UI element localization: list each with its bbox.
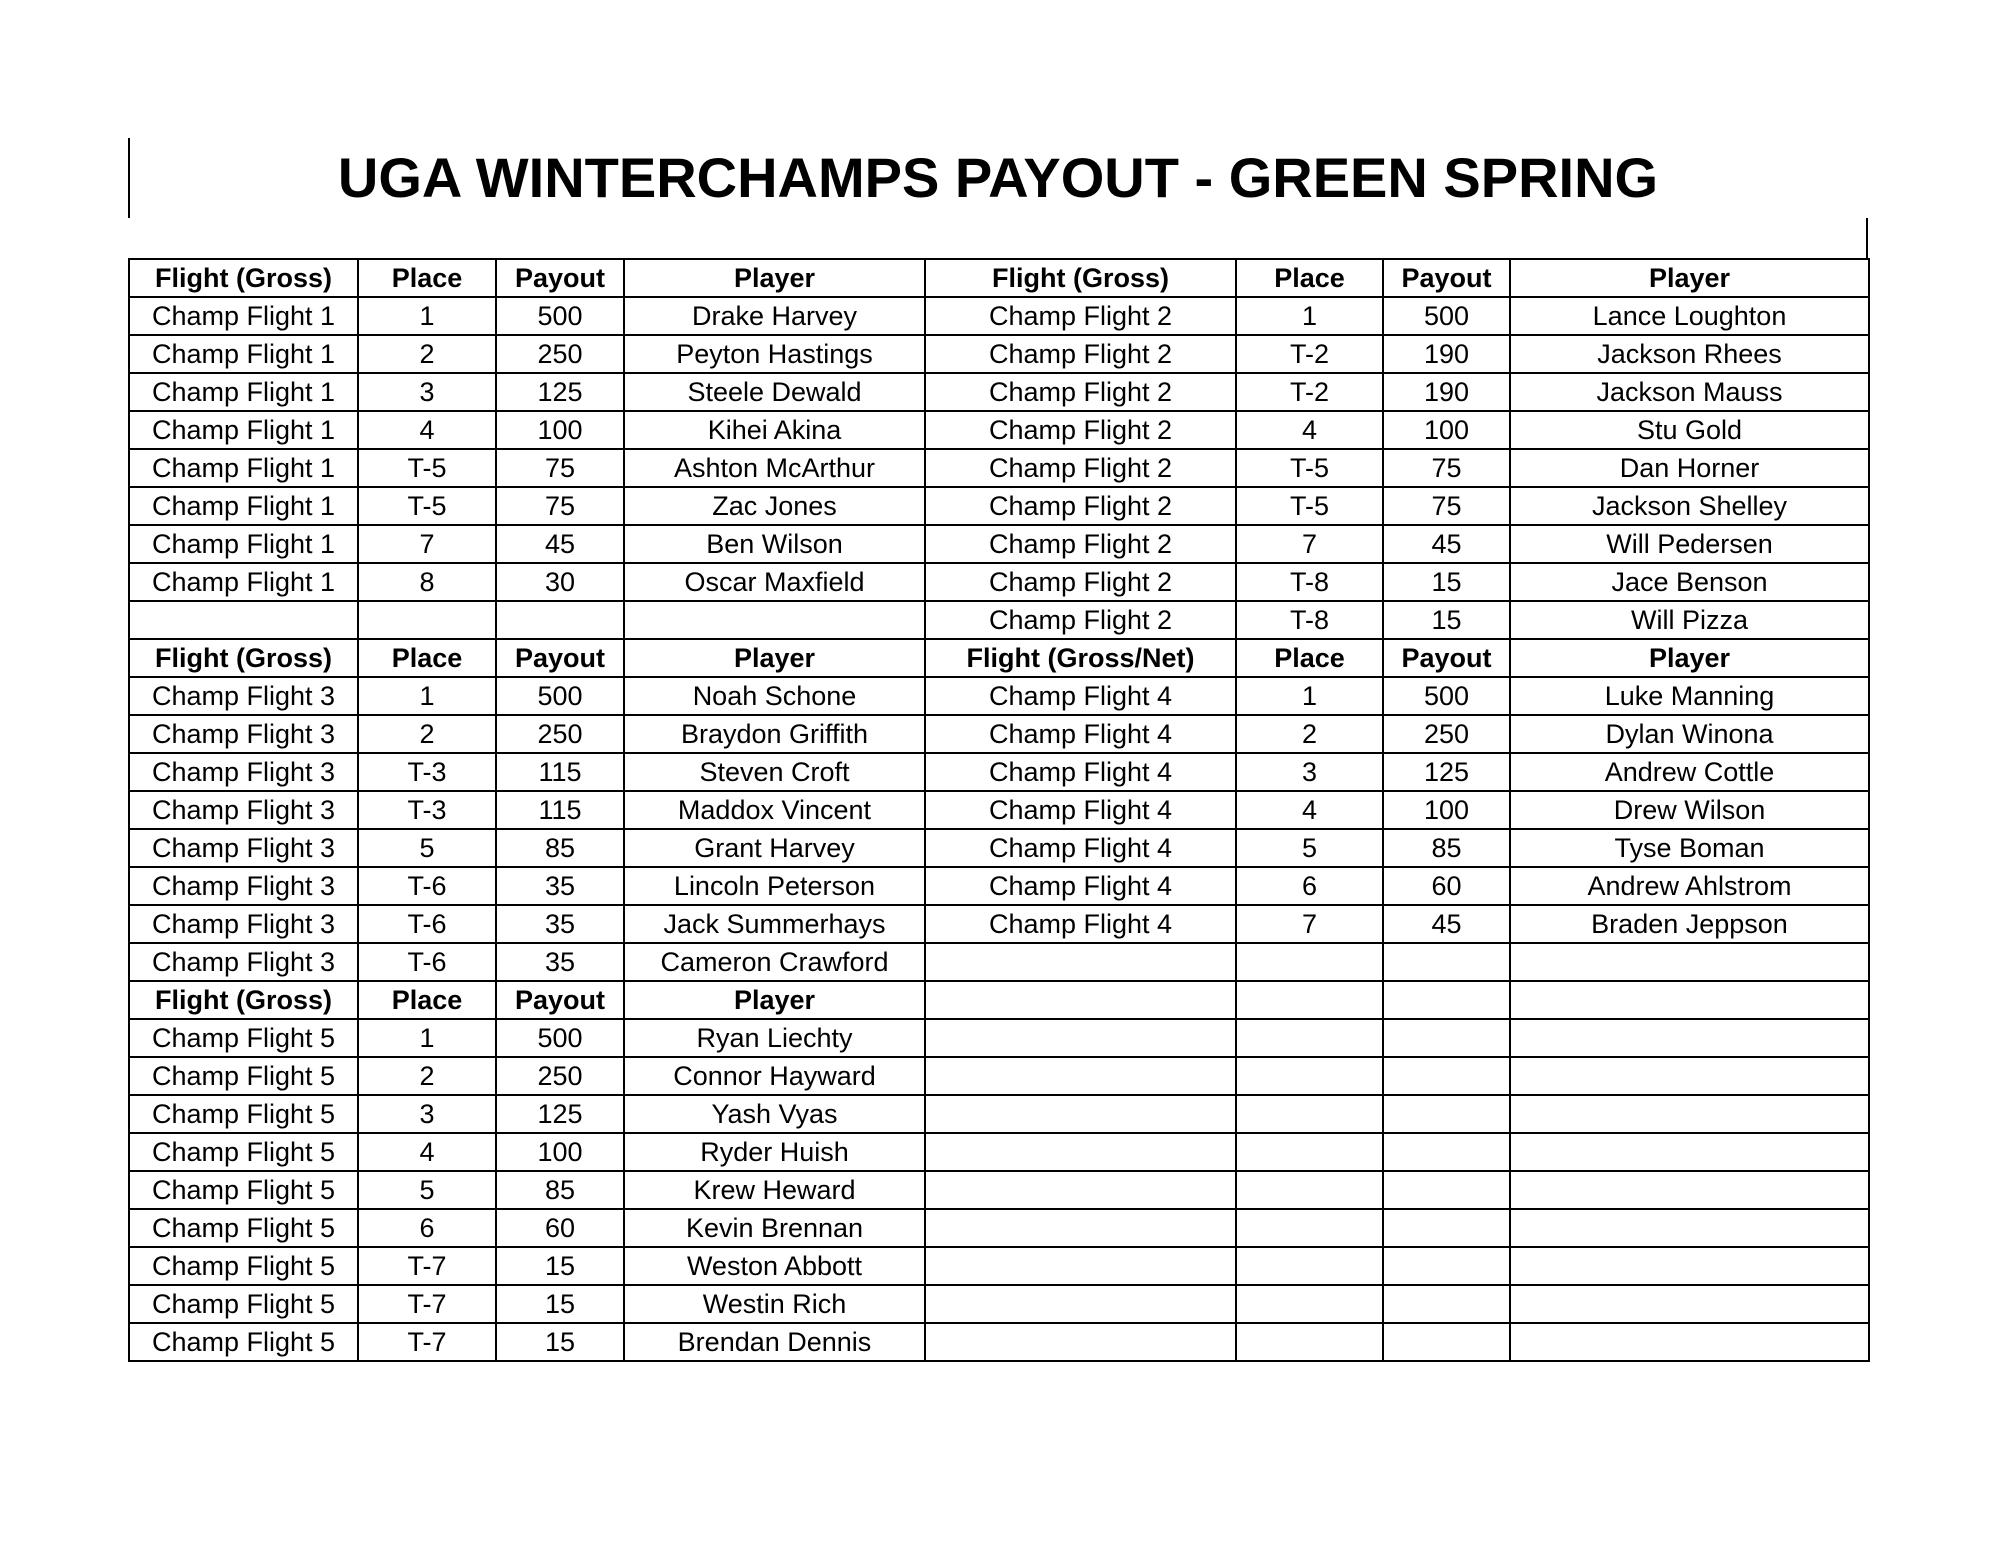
cell-flight: Champ Flight 4 [925, 715, 1236, 753]
cell-payout: 100 [496, 411, 624, 449]
table-row [129, 335, 1869, 373]
table-row [129, 1095, 1869, 1133]
table-row [129, 411, 1869, 449]
cell-place [358, 601, 496, 639]
cell-player: Peyton Hastings [624, 335, 925, 373]
table-row [129, 1019, 1869, 1057]
cell-flight: Champ Flight 5 [129, 1285, 358, 1323]
header-cell-player: Player [1510, 639, 1869, 677]
cell-player [1510, 1019, 1869, 1057]
cell-player: Steele Dewald [624, 373, 925, 411]
cell-payout [1383, 1057, 1510, 1095]
cell-flight: Champ Flight 1 [129, 373, 358, 411]
cell-place: 2 [358, 715, 496, 753]
cell-player: Jackson Rhees [1510, 335, 1869, 373]
header-cell-payout: Payout [1383, 639, 1510, 677]
cell-player: Oscar Maxfield [624, 563, 925, 601]
cell-payout: 30 [496, 563, 624, 601]
cell-flight: Champ Flight 5 [129, 1209, 358, 1247]
cell-player: Drake Harvey [624, 297, 925, 335]
cell-flight: Champ Flight 3 [129, 943, 358, 981]
cell-payout: 125 [1383, 753, 1510, 791]
cell-place: 1 [358, 1019, 496, 1057]
header-cell-place [1236, 981, 1383, 1019]
page-title: UGA WINTERCHAMPS PAYOUT - GREEN SPRING [337, 146, 1659, 209]
cell-payout: 75 [496, 449, 624, 487]
table-row [129, 525, 1869, 563]
cell-player [1510, 1057, 1869, 1095]
payout-table [128, 258, 1870, 1362]
cell-flight: Champ Flight 3 [129, 677, 358, 715]
header-row [129, 259, 1869, 297]
cell-payout [1383, 1247, 1510, 1285]
cell-player: Connor Hayward [624, 1057, 925, 1095]
header-cell-flight: Flight (Gross/Net) [925, 639, 1236, 677]
header-cell-payout: Payout [1383, 259, 1510, 297]
cell-flight: Champ Flight 5 [129, 1019, 358, 1057]
cell-flight: Champ Flight 1 [129, 449, 358, 487]
cell-place: T-5 [358, 487, 496, 525]
cell-flight: Champ Flight 1 [129, 411, 358, 449]
cell-payout: 75 [1383, 449, 1510, 487]
cell-place: 7 [1236, 905, 1383, 943]
table-row [129, 715, 1869, 753]
table-row [129, 791, 1869, 829]
cell-player: Drew Wilson [1510, 791, 1869, 829]
cell-flight: Champ Flight 1 [129, 335, 358, 373]
header-cell-flight: Flight (Gross) [129, 259, 358, 297]
cell-flight: Champ Flight 4 [925, 905, 1236, 943]
cell-player: Lincoln Peterson [624, 867, 925, 905]
cell-payout: 250 [496, 715, 624, 753]
cell-player: Kihei Akina [624, 411, 925, 449]
cell-payout: 500 [496, 1019, 624, 1057]
cell-place [1236, 1057, 1383, 1095]
cell-payout: 85 [496, 829, 624, 867]
cell-place: 1 [1236, 677, 1383, 715]
cell-player [1510, 1133, 1869, 1171]
cell-payout: 500 [496, 677, 624, 715]
cell-player: Tyse Boman [1510, 829, 1869, 867]
cell-player: Jackson Shelley [1510, 487, 1869, 525]
cell-player: Ben Wilson [624, 525, 925, 563]
cell-place: 4 [1236, 791, 1383, 829]
cell-payout: 100 [496, 1133, 624, 1171]
cell-player: Luke Manning [1510, 677, 1869, 715]
cell-place: 6 [358, 1209, 496, 1247]
cell-payout: 85 [1383, 829, 1510, 867]
header-cell-flight: Flight (Gross) [925, 259, 1236, 297]
cell-player: Westin Rich [624, 1285, 925, 1323]
cell-flight: Champ Flight 3 [129, 867, 358, 905]
cell-player: Steven Croft [624, 753, 925, 791]
cell-player: Noah Schone [624, 677, 925, 715]
cell-player [1510, 1171, 1869, 1209]
cell-player: Krew Heward [624, 1171, 925, 1209]
cell-flight [129, 601, 358, 639]
cell-player: Will Pedersen [1510, 525, 1869, 563]
cell-player [1510, 1247, 1869, 1285]
header-cell-player: Player [624, 259, 925, 297]
cell-flight: Champ Flight 2 [925, 601, 1236, 639]
cell-player [1510, 1285, 1869, 1323]
cell-payout: 190 [1383, 373, 1510, 411]
cell-player: Cameron Crawford [624, 943, 925, 981]
cell-place: 2 [358, 335, 496, 373]
cell-player: Weston Abbott [624, 1247, 925, 1285]
cell-place: T-2 [1236, 335, 1383, 373]
header-cell-place: Place [1236, 639, 1383, 677]
cell-payout: 45 [496, 525, 624, 563]
header-cell-flight: Flight (Gross) [129, 639, 358, 677]
cell-place: 2 [1236, 715, 1383, 753]
cell-payout: 15 [1383, 563, 1510, 601]
cell-player: Jackson Mauss [1510, 373, 1869, 411]
cell-payout: 35 [496, 867, 624, 905]
cell-payout [1383, 1019, 1510, 1057]
header-cell-player [1510, 981, 1869, 1019]
cell-flight: Champ Flight 3 [129, 829, 358, 867]
header-cell-flight [925, 981, 1236, 1019]
header-cell-flight: Flight (Gross) [129, 981, 358, 1019]
cell-player: Jace Benson [1510, 563, 1869, 601]
cell-payout: 45 [1383, 525, 1510, 563]
cell-place: T-3 [358, 753, 496, 791]
cell-flight: Champ Flight 2 [925, 297, 1236, 335]
cell-payout [1383, 1171, 1510, 1209]
cell-payout: 190 [1383, 335, 1510, 373]
cell-player [1510, 1095, 1869, 1133]
cell-flight: Champ Flight 4 [925, 867, 1236, 905]
header-cell-player: Player [624, 639, 925, 677]
table-row [129, 601, 1869, 639]
table-row [129, 1285, 1869, 1323]
cell-flight [925, 1095, 1236, 1133]
header-cell-player: Player [624, 981, 925, 1019]
right-edge-rule [1866, 218, 1868, 258]
cell-flight: Champ Flight 1 [129, 525, 358, 563]
cell-place: 3 [358, 373, 496, 411]
cell-flight: Champ Flight 2 [925, 525, 1236, 563]
cell-player: Braden Jeppson [1510, 905, 1869, 943]
cell-flight: Champ Flight 3 [129, 715, 358, 753]
cell-place: T-7 [358, 1323, 496, 1361]
header-cell-payout: Payout [496, 981, 624, 1019]
header-row [129, 981, 1869, 1019]
cell-place: T-6 [358, 943, 496, 981]
cell-player: Zac Jones [624, 487, 925, 525]
cell-flight: Champ Flight 5 [129, 1133, 358, 1171]
table-row [129, 449, 1869, 487]
cell-payout: 250 [496, 1057, 624, 1095]
cell-payout [1383, 943, 1510, 981]
table-row [129, 905, 1869, 943]
cell-place: 1 [1236, 297, 1383, 335]
cell-payout: 75 [496, 487, 624, 525]
cell-place [1236, 1323, 1383, 1361]
cell-place [1236, 943, 1383, 981]
cell-flight [925, 1019, 1236, 1057]
cell-player [1510, 1209, 1869, 1247]
cell-place: T-5 [358, 449, 496, 487]
cell-place: 3 [358, 1095, 496, 1133]
cell-flight: Champ Flight 2 [925, 335, 1236, 373]
cell-place [1236, 1095, 1383, 1133]
table-row [129, 1209, 1869, 1247]
cell-flight: Champ Flight 3 [129, 753, 358, 791]
cell-place [1236, 1285, 1383, 1323]
cell-payout: 115 [496, 791, 624, 829]
cell-place: T-8 [1236, 563, 1383, 601]
cell-payout: 15 [496, 1285, 624, 1323]
cell-flight [925, 1171, 1236, 1209]
cell-place: T-3 [358, 791, 496, 829]
cell-player: Will Pizza [1510, 601, 1869, 639]
cell-place: 4 [358, 1133, 496, 1171]
cell-payout: 500 [1383, 297, 1510, 335]
table-row [129, 943, 1869, 981]
cell-flight [925, 943, 1236, 981]
table-row [129, 1133, 1869, 1171]
header-cell-payout: Payout [496, 639, 624, 677]
cell-place [1236, 1171, 1383, 1209]
cell-player: Yash Vyas [624, 1095, 925, 1133]
cell-place: 5 [1236, 829, 1383, 867]
header-cell-player: Player [1510, 259, 1869, 297]
cell-place: 2 [358, 1057, 496, 1095]
cell-player: Dylan Winona [1510, 715, 1869, 753]
cell-payout [1383, 1095, 1510, 1133]
header-cell-place: Place [358, 639, 496, 677]
cell-payout [1383, 1133, 1510, 1171]
cell-player: Stu Gold [1510, 411, 1869, 449]
cell-payout: 60 [1383, 867, 1510, 905]
cell-place: 7 [358, 525, 496, 563]
table-row [129, 373, 1869, 411]
cell-place: 1 [358, 297, 496, 335]
cell-payout: 125 [496, 1095, 624, 1133]
header-cell-place: Place [1236, 259, 1383, 297]
cell-flight: Champ Flight 4 [925, 677, 1236, 715]
cell-payout: 500 [1383, 677, 1510, 715]
cell-player: Jack Summerhays [624, 905, 925, 943]
table-row [129, 1247, 1869, 1285]
cell-payout: 15 [496, 1323, 624, 1361]
cell-payout: 250 [1383, 715, 1510, 753]
table-row [129, 1323, 1869, 1361]
header-row [129, 639, 1869, 677]
table-row [129, 563, 1869, 601]
cell-place [1236, 1209, 1383, 1247]
cell-payout: 45 [1383, 905, 1510, 943]
cell-player: Lance Loughton [1510, 297, 1869, 335]
cell-flight: Champ Flight 3 [129, 791, 358, 829]
cell-payout: 15 [1383, 601, 1510, 639]
table-row [129, 487, 1869, 525]
cell-payout: 125 [496, 373, 624, 411]
cell-place [1236, 1019, 1383, 1057]
cell-player: Andrew Cottle [1510, 753, 1869, 791]
cell-payout: 250 [496, 335, 624, 373]
cell-place: 4 [358, 411, 496, 449]
cell-payout: 35 [496, 943, 624, 981]
cell-place: 8 [358, 563, 496, 601]
cell-player: Ryder Huish [624, 1133, 925, 1171]
header-cell-place: Place [358, 981, 496, 1019]
cell-player [1510, 1323, 1869, 1361]
cell-payout [1383, 1285, 1510, 1323]
header-cell-payout [1383, 981, 1510, 1019]
cell-place: 4 [1236, 411, 1383, 449]
cell-payout [1383, 1209, 1510, 1247]
cell-player: Braydon Griffith [624, 715, 925, 753]
cell-flight: Champ Flight 2 [925, 487, 1236, 525]
cell-player: Andrew Ahlstrom [1510, 867, 1869, 905]
cell-payout: 100 [1383, 791, 1510, 829]
cell-place: 1 [358, 677, 496, 715]
cell-place: 6 [1236, 867, 1383, 905]
table-row [129, 829, 1869, 867]
cell-flight [925, 1247, 1236, 1285]
cell-place: 3 [1236, 753, 1383, 791]
cell-flight: Champ Flight 5 [129, 1323, 358, 1361]
cell-flight [925, 1209, 1236, 1247]
cell-flight [925, 1133, 1236, 1171]
cell-player: Kevin Brennan [624, 1209, 925, 1247]
cell-payout: 35 [496, 905, 624, 943]
cell-flight [925, 1285, 1236, 1323]
cell-player: Dan Horner [1510, 449, 1869, 487]
header-cell-payout: Payout [496, 259, 624, 297]
cell-place: T-7 [358, 1285, 496, 1323]
cell-flight: Champ Flight 1 [129, 487, 358, 525]
cell-payout: 115 [496, 753, 624, 791]
cell-place [1236, 1247, 1383, 1285]
cell-place: 5 [358, 829, 496, 867]
cell-payout: 85 [496, 1171, 624, 1209]
cell-player: Ryan Liechty [624, 1019, 925, 1057]
cell-flight: Champ Flight 5 [129, 1057, 358, 1095]
cell-flight: Champ Flight 5 [129, 1095, 358, 1133]
cell-payout: 15 [496, 1247, 624, 1285]
cell-flight: Champ Flight 2 [925, 373, 1236, 411]
cell-flight [925, 1323, 1236, 1361]
cell-payout: 500 [496, 297, 624, 335]
cell-player: Ashton McArthur [624, 449, 925, 487]
cell-place: T-8 [1236, 601, 1383, 639]
cell-place: T-6 [358, 905, 496, 943]
table-row [129, 753, 1869, 791]
cell-flight: Champ Flight 2 [925, 563, 1236, 601]
cell-payout: 75 [1383, 487, 1510, 525]
cell-place [1236, 1133, 1383, 1171]
cell-place: T-6 [358, 867, 496, 905]
cell-flight [925, 1057, 1236, 1095]
cell-payout: 100 [1383, 411, 1510, 449]
cell-place: 5 [358, 1171, 496, 1209]
cell-payout: 60 [496, 1209, 624, 1247]
cell-flight: Champ Flight 2 [925, 411, 1236, 449]
table-row [129, 1171, 1869, 1209]
cell-place: T-2 [1236, 373, 1383, 411]
cell-player [1510, 943, 1869, 981]
cell-player: Maddox Vincent [624, 791, 925, 829]
cell-flight: Champ Flight 4 [925, 829, 1236, 867]
cell-payout [1383, 1323, 1510, 1361]
cell-place: 7 [1236, 525, 1383, 563]
header-cell-place: Place [358, 259, 496, 297]
table-row [129, 867, 1869, 905]
cell-flight: Champ Flight 4 [925, 791, 1236, 829]
cell-place: T-5 [1236, 449, 1383, 487]
cell-flight: Champ Flight 4 [925, 753, 1236, 791]
cell-place: T-7 [358, 1247, 496, 1285]
table-row [129, 297, 1869, 335]
cell-place: T-5 [1236, 487, 1383, 525]
cell-flight: Champ Flight 5 [129, 1247, 358, 1285]
cell-flight: Champ Flight 1 [129, 297, 358, 335]
table-row [129, 677, 1869, 715]
cell-player: Grant Harvey [624, 829, 925, 867]
cell-flight: Champ Flight 5 [129, 1171, 358, 1209]
payout-table-body [129, 259, 1869, 1361]
cell-player: Brendan Dennis [624, 1323, 925, 1361]
table-row [129, 1057, 1869, 1095]
cell-flight: Champ Flight 3 [129, 905, 358, 943]
cell-player [624, 601, 925, 639]
cell-flight: Champ Flight 2 [925, 449, 1236, 487]
cell-flight: Champ Flight 1 [129, 563, 358, 601]
cell-payout [496, 601, 624, 639]
